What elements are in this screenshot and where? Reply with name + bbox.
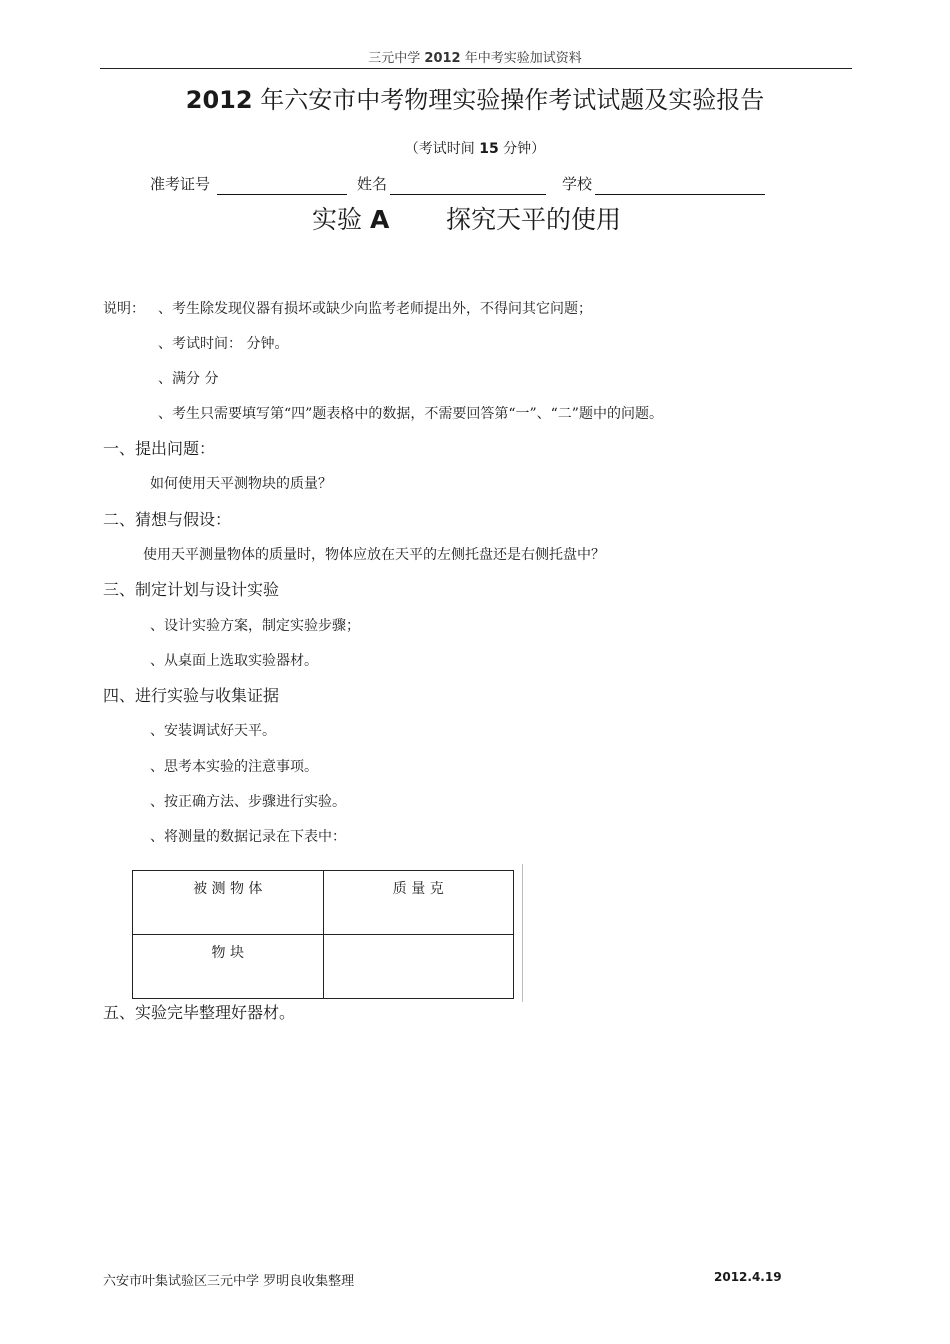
exam-no-label: 准考证号	[150, 175, 211, 193]
table-cell-object: 物 块	[133, 935, 324, 999]
name-label: 姓名	[357, 175, 388, 193]
note-item: 、满分 分	[158, 371, 219, 387]
section-1-body: 如何使用天平测物块的质量？	[150, 476, 332, 492]
data-table	[132, 870, 514, 999]
table-cell-mass-input[interactable]	[323, 935, 514, 999]
section-3-item: 、从桌面上选取实验器材。	[150, 653, 318, 669]
duration-post: 分钟）	[498, 141, 546, 157]
note-item: 、考试时间： 分钟。	[158, 336, 289, 352]
running-header	[0, 47, 950, 66]
table-row	[133, 935, 514, 999]
title-text: 年六安市中考物理实验操作考试试题及实验报告	[252, 86, 765, 114]
table-header-row	[133, 871, 514, 935]
note-item: 、考生只需要填写第“四”题表格中的数据，不需要回答第“一”、“二”题中的问题。	[158, 406, 663, 422]
section-2-title: 二、猜想与假设：	[103, 510, 232, 529]
school-label: 学校	[562, 175, 593, 193]
section-4-item: 、按正确方法、步骤进行实验。	[150, 794, 346, 810]
section-4-title: 四、进行实验与收集证据	[103, 686, 280, 705]
margin-rule	[522, 864, 523, 1002]
header-year: 2012	[424, 51, 461, 66]
experiment-letter: A	[369, 205, 390, 234]
table-header-mass: 质 量 克	[323, 871, 514, 935]
section-2-body: 使用天平测量物体的质量时，物体应放在天平的左侧托盘还是右侧托盘中？	[143, 547, 605, 563]
page-title	[0, 80, 950, 115]
footer-credit: 六安市叶集试验区三元中学 罗明良收集整理	[103, 1274, 355, 1289]
duration-pre: （考试时间	[404, 141, 480, 157]
section-4-item: 、思考本实验的注意事项。	[150, 759, 318, 775]
header-pre: 三元中学	[368, 51, 425, 66]
table-header-object: 被 测 物 体	[133, 871, 324, 935]
title-year: 2012	[185, 86, 253, 114]
section-1-title: 一、提出问题：	[103, 439, 216, 458]
exam-no-field[interactable]	[217, 194, 347, 195]
header-post: 年中考实验加试资料	[460, 51, 582, 66]
name-field[interactable]	[390, 194, 546, 195]
section-3-title: 三、制定计划与设计实验	[103, 580, 280, 599]
experiment-label	[312, 200, 389, 236]
section-5-title: 五、实验完毕整理好器材。	[103, 1003, 296, 1022]
section-4-item: 、将测量的数据记录在下表中：	[150, 829, 346, 845]
footer-date: 2012.4.19	[714, 1270, 782, 1284]
school-field[interactable]	[595, 194, 765, 195]
note-item: 、考生除发现仪器有损坏或缺少向监考老师提出外，不得问其它问题；	[158, 301, 592, 317]
experiment-word: 实验	[312, 205, 370, 234]
experiment-name: 探究天平的使用	[446, 205, 622, 234]
duration-minutes: 15	[479, 141, 499, 157]
notes-label: 说明：	[103, 301, 145, 317]
header-rule	[100, 68, 852, 69]
section-4-item: 、安装调试好天平。	[150, 723, 276, 739]
exam-duration	[0, 138, 950, 158]
section-3-item: 、设计实验方案，制定实验步骤；	[150, 618, 360, 634]
